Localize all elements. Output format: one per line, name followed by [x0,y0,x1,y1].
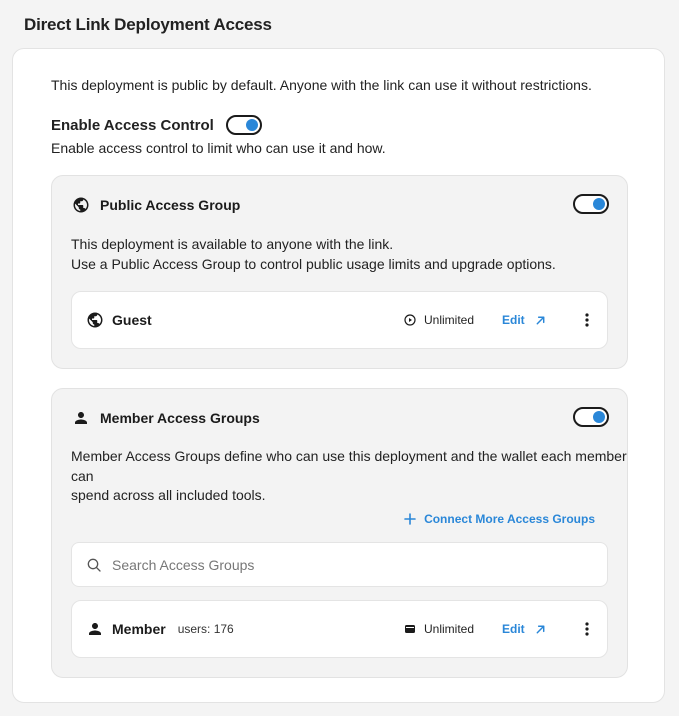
member-group-name: Member [112,621,166,637]
enable-access-control-description: Enable access control to limit who can use it and how. [51,140,386,156]
search-access-groups-input[interactable] [112,557,592,573]
external-arrow-icon [535,315,546,326]
globe-icon [72,196,90,214]
member-group-identity [86,601,234,657]
public-access-group-header [72,196,240,214]
page-title: Direct Link Deployment Access [24,15,272,34]
intro-text: This deployment is public by default. Anyone with the link can use it without restrictions. [51,77,592,93]
member-edit-link[interactable] [502,601,546,657]
member-access-groups-card [51,388,628,678]
member-more-options-button[interactable] [585,601,589,657]
member-access-groups-title: Member Access Groups [100,410,260,426]
member-user-count: users: 176 [177,622,234,636]
connect-more-label: Connect More Access Groups [424,512,595,526]
enable-access-control-row [51,115,262,135]
more-vertical-icon [585,622,589,636]
toggle-knob [593,198,605,210]
guest-more-options-button[interactable] [585,292,589,348]
public-access-group-title: Public Access Group [100,197,241,213]
member-edit-label: Edit [502,622,525,636]
public-access-group-card [51,175,628,369]
guest-edit-label: Edit [502,313,525,327]
access-settings-card [12,48,665,703]
description-line: Member Access Groups define who can use this deployment and the wallet each member can [71,448,627,484]
member-access-groups-header [72,409,260,427]
globe-icon [86,311,104,329]
description-line: This deployment is available to anyone with the link. [71,236,394,252]
public-access-group-toggle[interactable] [573,194,609,214]
member-group-row[interactable] [71,600,608,658]
connect-more-access-groups-button[interactable] [404,512,595,526]
toggle-knob [246,119,258,131]
more-vertical-icon [585,313,589,327]
toggle-knob [593,411,605,423]
person-icon [72,409,90,427]
access-control-toggle[interactable] [226,115,262,135]
guest-usage-limit [404,292,474,348]
search-access-groups-field[interactable] [71,542,608,587]
guest-limit-value: Unlimited [424,313,475,327]
external-arrow-icon [535,624,546,635]
public-access-group-description [71,235,556,274]
member-access-groups-description [71,447,627,506]
description-line: Use a Public Access Group to control public usage limits and upgrade options. [71,255,556,272]
guest-edit-link[interactable] [502,292,546,348]
description-line: spend across all included tools. [71,487,266,503]
member-usage-limit [404,601,474,657]
search-icon [86,557,102,573]
guest-group-identity [86,292,152,348]
enable-access-control-title: Enable Access Control [51,116,214,134]
play-circle-icon [404,314,416,326]
wallet-icon [404,623,416,635]
plus-icon [404,513,416,525]
guest-group-row[interactable] [71,291,608,349]
person-icon [86,620,104,638]
member-limit-value: Unlimited [424,622,475,636]
member-access-groups-toggle[interactable] [573,407,609,427]
guest-group-name: Guest [112,312,152,328]
